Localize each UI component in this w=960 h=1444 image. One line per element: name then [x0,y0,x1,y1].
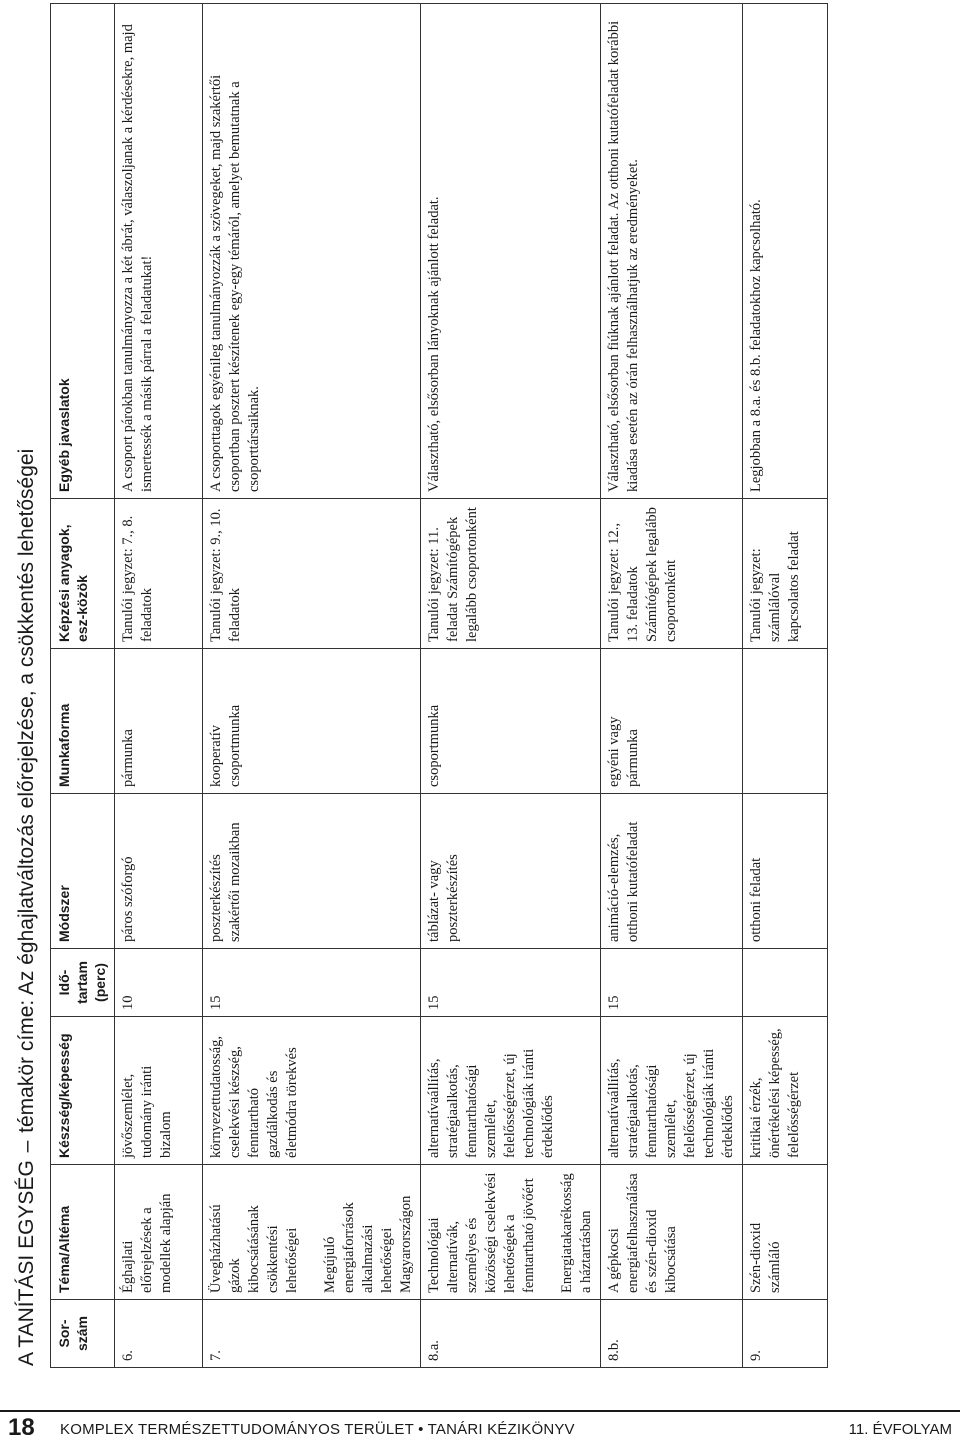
row-method: animáció-elemzés, otthoni kutatófeladat [601,794,743,949]
header-modszer: Módszer [51,794,115,949]
row-materials: Tanulói jegyzet: 12., 13. feladatok Számítógépek legalább csoportonként [601,499,743,649]
book-title: KOMPLEX TERMÉSZETTUDOMÁNYOS TERÜLET • TANÁRI KÉZIKÖNYV [60,1421,575,1438]
row-skills: környezettudatosság, cselekvési készség, fenntartható gazdálkodás és életmódra törekvés [203,1017,421,1165]
row-subtopic: Megújuló energiaforrások alkalmazási lehetőségei Magyarországon [322,1195,414,1293]
row-method: páros szóforgó [115,794,203,949]
title-topic: Az éghajlatváltozás előrejelzése, a csökkentés lehetőségei [15,448,38,996]
row-notes: Választható, elsősorban fiúknak ajánlott feladat. Az otthoni kutatófeladat korábbi kiadása esetén az órán felhasználhatjuk az eredményeket. [601,4,743,499]
title-label: témakör címe: [15,999,38,1133]
row-number: 7. [203,1300,421,1368]
row-topic: Technológiai alternatívák, személyes és közösségi cselekvési lehetőségek a fenntartható jövőért [426,1172,537,1293]
row-time: 10 [115,949,203,1017]
row-form: egyéni vagy pármunka [601,649,743,794]
header-tema: Téma/Altéma [51,1165,115,1300]
title-unit: A TANÍTÁSI EGYSÉG [15,1160,38,1366]
footer-rule [0,1410,960,1412]
row-form: pármunka [115,649,203,794]
row-notes: A csoporttagok egyénileg tanulmányozzák a szövegeket, majd szakértői csoportban posztert készítenek egy-egy témáról, amelyet bemutatnak a csoporttársaiknak. [203,4,421,499]
row-materials: Tanulói jegyzet: számlálóval kapcsolatos feladat [743,499,828,649]
row-topic-cell [203,1165,421,1300]
page-number: 18 [8,1414,35,1441]
row-form [743,649,828,794]
row-number: 9. [743,1300,828,1368]
row-form: kooperatív csoportmunka [203,649,421,794]
row-time [743,949,828,1017]
header-keszseg: Készség/képesség [51,1017,115,1165]
header-munkaforma: Munkaforma [51,649,115,794]
rotated-page [2,0,802,1372]
row-subtopic: Energiatakarékosság a háztartásban [559,1173,594,1293]
row-topic-cell [421,1165,601,1300]
row-materials: Tanulói jegyzet: 7., 8. feladatok [115,499,203,649]
table-row [601,4,743,1368]
table-row [743,4,828,1368]
row-skills: kritikai érzék, önértékelési képesség, felelősségérzet [743,1017,828,1165]
header-sorszam: Sor-szám [51,1300,115,1368]
row-topic: A gépkocsi energiafelhasználása és szén-dioxid kibocsátása [601,1165,743,1300]
row-number: 6. [115,1300,203,1368]
table-header-row [51,4,115,1368]
header-javaslatok: Egyéb javaslatok [51,4,115,499]
header-idotartam: Idő-tartam (perc) [51,949,115,1017]
row-notes: Legjobban a 8.a. és 8.b. feladatokhoz kapcsolható. [743,4,828,499]
row-skills: alternatívaállítás, stratégiaalkotás, fenntarthatósági szemlélet, felelősségérzet, új technológiák iránti érdeklődés [601,1017,743,1165]
row-method: táblázat- vagy poszterkészítés [421,794,601,949]
row-notes: A csoport párokban tanulmányozza a két ábrát, válaszoljanak a kérdésekre, majd ismertessék a másik párral a feladatukat! [115,4,203,499]
lesson-plan-table [50,3,828,1368]
table-row [203,4,421,1368]
row-method: otthoni feladat [743,794,828,949]
row-number: 8.a. [421,1300,601,1368]
row-time: 15 [421,949,601,1017]
table-row [421,4,601,1368]
page-title [4,6,50,1368]
page-footer [0,1397,960,1444]
row-form: csoportmunka [421,649,601,794]
row-topic: Szén-dioxid számláló [743,1165,828,1300]
row-skills: alternatívaállítás, stratégiaalkotás, fenntarthatósági szemlélet, felelősségérzet, új technológiák iránti érdeklődés [421,1017,601,1165]
row-notes: Választható, elsősorban lányoknak ajánlott feladat. [421,4,601,499]
row-time: 15 [601,949,743,1017]
row-topic: Üvegházhatású gázok kibocsátásának csökkentési lehetőségei [208,1204,300,1293]
grade-label: 11. ÉVFOLYAM [848,1421,952,1438]
title-dash: – [15,1140,38,1153]
row-materials: Tanulói jegyzet: 11. feladat Számítógépek legalább csoportonként [421,499,601,649]
row-time: 15 [203,949,421,1017]
table-row [115,4,203,1368]
row-skills: jövőszemlélet, tudomány iránti bizalom [115,1017,203,1165]
row-topic: Éghajlati előrejelzések a modellek alapján [115,1165,203,1300]
row-number: 8.b. [601,1300,743,1368]
row-materials: Tanulói jegyzet: 9., 10. feladatok [203,499,421,649]
header-anyagok: Képzési anyagok, esz-közök [51,499,115,649]
row-method: poszterkészítés szakértői mozaikban [203,794,421,949]
